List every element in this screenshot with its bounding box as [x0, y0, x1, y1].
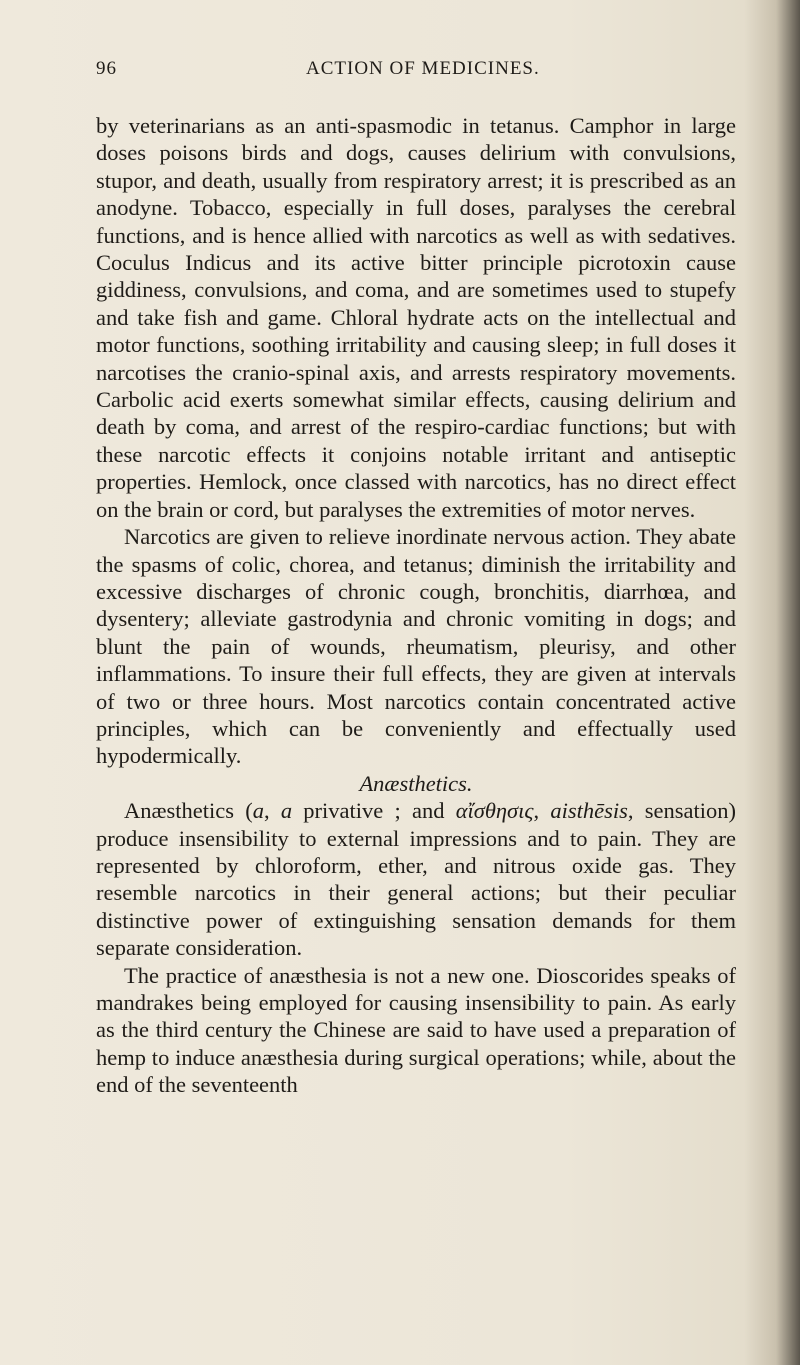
text-run: , — [263, 798, 281, 824]
text-run: , — [533, 798, 551, 824]
italic-term: a — [280, 798, 293, 824]
text-run: , sensation) produce insensibility to external impressions and to pain. They are represented by chloroform, ether, and nitrous oxide gas. They resemble narcotics in their general actions; but their peculiar distinctive power of extinguishing sensation demands for them separate consideration. — [96, 798, 737, 961]
running-title: ACTION OF MEDICINES. — [306, 58, 540, 79]
page-body — [96, 112, 736, 1099]
text-run: Anæsthetics ( — [124, 798, 253, 824]
text-run: privative ; and — [292, 798, 456, 824]
paragraph-continued: by veterinarians as an anti-spasmodic in tetanus. Camphor in large doses poisons birds and dogs, causes delirium with convulsions, stupor, and death, usually from respiratory arrest; it is prescribed as an anodyne. Tobacco, especially in full doses, paralyses the cerebral functions, and is hence allied with narcotics as well as with sedatives. Coculus Indicus and its active bitter principle picrotoxin cause giddiness, convulsions, and coma, and are sometimes used to stupefy and take fish and game. Chloral hydrate acts on the intellectual and motor functions, soothing irritability and causing sleep; in full doses it narcotises the cranio-spinal axis, and arrests respiratory movements. Carbolic acid exerts somewhat similar effects, causing delirium and death by coma, and arrest of the respiro-cardiac functions; but with these narcotic effects it conjoins notable irritant and antiseptic properties. Hemlock, once classed with narcotics, has no direct effect on the brain or cord, but paralyses the extremities of motor nerves. — [96, 113, 736, 522]
page-number: 96 — [96, 58, 117, 79]
italic-term: a — [252, 798, 264, 824]
paragraph-narcotics-uses: Narcotics are given to relieve inordinate nervous action. They abate the spasms of colic, chorea, and tetanus; diminish the irritability and excessive discharges of chronic cough, bronchitis, diarrhœa, and dysentery; alleviate gastrodynia and chronic vomiting in dogs; and blunt the pain of wounds, rheumatism, pleurisy, and other inflammations. To insure their full effects, they are given at intervals of two or three hours. Most narcotics contain concentrated active principles, which can be conveniently and effectually used hypodermically. — [96, 524, 736, 769]
paragraph-anaesthetics-definition — [96, 797, 736, 961]
section-title: Anæsthetics. — [359, 770, 473, 796]
transliteration: aisthēsis — [550, 798, 628, 824]
greek-term: αἴσθησις — [455, 798, 534, 824]
paragraph-anaesthesia-history: The practice of anæsthesia is not a new one. Dioscorides speaks of mandrakes being employed for causing insensibility to pain. As early as the third century the Chinese are said to have used a preparation of hemp to induce anæsthesia during surgical operations; while, about the end of the seventeenth — [96, 962, 736, 1098]
